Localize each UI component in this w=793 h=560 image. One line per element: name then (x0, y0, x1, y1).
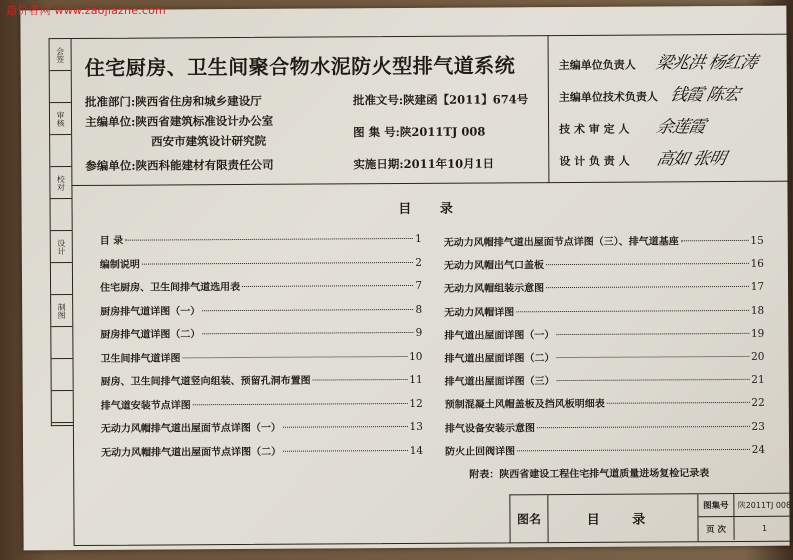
toc-leader-dots (313, 379, 408, 381)
page-value: 1 (761, 523, 768, 533)
toc-entry-title: 编制说明 (99, 259, 140, 271)
toc-entry-page: 1 (415, 232, 422, 245)
toc-entry-page: 22 (751, 397, 765, 410)
toc-entry[interactable] (100, 347, 422, 364)
toc-entry[interactable] (100, 253, 422, 270)
strip-cell-label: 制图 (57, 302, 67, 319)
toc-entry[interactable] (101, 394, 423, 411)
toc-entry-page: 20 (751, 350, 765, 363)
toc-entry-title: 无动力风帽出气口盖板 (443, 260, 544, 272)
approval-dept-value: 陕西省住房和城乡建设厅 (135, 93, 262, 109)
title-block-meta (698, 494, 793, 542)
atlas-no-label: 图 集 号: (353, 125, 400, 140)
toc-entry-title: 排气道安装节点详图 (100, 399, 191, 412)
title-block (509, 493, 793, 544)
strip-cell (50, 71, 71, 103)
toc-leader-dots (125, 238, 413, 241)
doc-no-label: 批准文号: (352, 93, 404, 108)
resp-row: 主编单位负责人 (558, 58, 636, 73)
participant-row (85, 157, 273, 174)
doc-no-row (353, 91, 528, 108)
toc-entry-page: 10 (409, 350, 423, 363)
appendix-note: 附表：陕西省建设工程住宅排气道质量进场复检记录表 (469, 468, 710, 481)
toc-leader-dots (546, 263, 749, 265)
signature: 余莲霞 (654, 117, 707, 138)
site-watermark: 造价者网 www.zaojiazhe.com (6, 4, 166, 17)
toc-leader-dots (607, 402, 750, 404)
toc-entry-title: 卫生间排气道详图 (100, 352, 181, 365)
toc-entry[interactable] (445, 394, 765, 411)
impl-date-value: 2011年10月1日 (403, 156, 495, 172)
strip-cell (52, 391, 73, 423)
toc-entry[interactable] (444, 301, 764, 318)
page-row (698, 517, 793, 541)
toc-entry[interactable] (445, 371, 765, 388)
sheet-title: 住宅厨房、卫生间聚合物水泥防火型排气道系统 (84, 53, 516, 80)
strip-cell (51, 359, 72, 391)
toc-entry-page: 9 (415, 326, 423, 339)
toc-leader-dots (517, 449, 750, 451)
toc-entry[interactable] (100, 324, 422, 341)
toc-entry-page: 13 (409, 420, 423, 433)
toc-entry-page: 21 (751, 373, 765, 387)
toc-leader-dots (557, 379, 750, 381)
toc-leader-dots (546, 286, 749, 288)
strip-cell (50, 103, 71, 135)
approval-dept-row (85, 93, 262, 110)
sheet-header (71, 34, 792, 186)
toc-entry-page: 11 (409, 373, 423, 386)
toc-entry-page: 18 (750, 304, 765, 317)
resp-row: 设 计 负 责 人 (559, 154, 630, 169)
toc-leader-dots (537, 425, 750, 427)
toc-entry-title: 排气道出屋面详图（二） (444, 353, 555, 365)
strip-cell (51, 199, 72, 231)
toc-entry-page: 19 (750, 327, 765, 340)
toc-entry[interactable] (444, 278, 764, 295)
responsibles-panel (549, 34, 792, 183)
toc-leader-dots (242, 285, 413, 287)
toc-entry-page: 8 (415, 303, 423, 316)
toc-entry-page: 24 (751, 443, 766, 456)
impl-date-label: 实施日期: (353, 157, 404, 172)
participant-label: 参编单位: (85, 158, 136, 173)
participant-value: 陕西科能建材有限责任公司 (135, 157, 274, 173)
toc-entry[interactable] (100, 300, 422, 317)
editor-value-2: 西安市建筑设计研究院 (151, 133, 267, 149)
toc-title: 目 录 (398, 201, 465, 218)
title-block-label: 图名 (510, 495, 548, 542)
toc-entry[interactable] (101, 441, 423, 458)
strip-cell-label: 会签 (55, 46, 65, 63)
toc-entry[interactable] (445, 417, 765, 434)
toc-entry-title: 排气道出屋面详图（一） (444, 329, 555, 342)
toc-entry-title: 厨房排气道详图（一） (100, 305, 201, 318)
toc-entry-title: 无动力风帽排气道出屋面节点详图（一） (100, 422, 281, 435)
approval-dept-label: 批准部门: (84, 94, 136, 109)
editor-value-1: 陕西省建筑标准设计办公室 (135, 113, 274, 129)
strip-cell (51, 295, 72, 327)
toc-entry-title: 防火止回阀详图 (445, 446, 516, 458)
toc-entry[interactable] (445, 441, 765, 458)
toc-entry[interactable] (101, 418, 423, 435)
editor-row-2 (151, 133, 266, 150)
signature: 钱霞 陈宏 (668, 84, 741, 106)
strip-cell (51, 231, 72, 263)
toc-entry-page: 15 (750, 234, 764, 247)
title-block-name: 目 录 (548, 494, 698, 542)
toc-entry[interactable] (100, 230, 422, 247)
toc-entry-title: 厨房、卫生间排气道竖向组装、预留孔洞布置图 (100, 375, 311, 388)
editor-label: 主编单位: (84, 114, 136, 129)
toc-entry-page: 14 (409, 444, 424, 457)
strip-cell (50, 167, 71, 199)
strip-cell-label: 校对 (56, 174, 66, 191)
header-info (71, 35, 550, 186)
toc-entry[interactable] (100, 277, 422, 294)
toc-leader-dots (182, 355, 407, 357)
atlas-value: 陕2011TJ 008 (737, 500, 792, 510)
toc-entry[interactable] (444, 255, 764, 272)
toc-entry-title: 无动力风帽组装示意图 (444, 283, 545, 296)
toc-entry-page: 17 (750, 281, 765, 294)
toc-leader-dots (193, 402, 408, 404)
strip-cell (50, 39, 71, 71)
drawing-sheet (20, 6, 792, 551)
impl-date-row (353, 155, 494, 172)
toc-entry-title: 住宅厨房、卫生间排气道选用表 (100, 282, 241, 294)
toc-entry-title: 无动力风帽排气道出屋面节点详图（二） (101, 446, 282, 459)
toc-leader-dots (516, 309, 749, 311)
strip-cell (51, 327, 72, 359)
toc-leader-dots (556, 356, 749, 358)
toc-entry-page: 23 (751, 420, 765, 433)
signature: 高如 张明 (654, 149, 728, 170)
resp-row: 技 术 审 定 人 (559, 122, 630, 137)
page-label: 页 次 (698, 517, 734, 540)
strip-cell (51, 263, 72, 295)
toc-entry[interactable] (444, 232, 764, 249)
toc-entry-title: 排气设备安装示意图 (444, 422, 535, 435)
strip-cell-label: 设计 (56, 238, 66, 255)
toc-entry-title: 无动力风帽详图 (444, 306, 515, 319)
signoff-strip (49, 38, 73, 426)
toc-entry[interactable] (444, 348, 764, 365)
toc-entry[interactable] (444, 325, 764, 342)
editor-row (85, 113, 273, 130)
toc-entry-title: 目 录 (99, 235, 124, 247)
toc-entry-title: 预制混凝土风帽盖板及挡风板明细表 (444, 399, 605, 412)
atlas-label: 图集号 (698, 494, 734, 516)
toc-leader-dots (202, 308, 413, 310)
toc-entry-page: 2 (415, 256, 422, 269)
toc-leader-dots (142, 261, 413, 264)
strip-cell-label: 审核 (55, 110, 66, 127)
toc-leader-dots (202, 332, 413, 334)
doc-no-value: 陕建函【2011】674号 (403, 92, 529, 108)
toc-entry-page: 12 (409, 397, 423, 410)
toc-entry-page: 7 (415, 279, 423, 292)
toc-leader-dots (283, 449, 408, 451)
toc-entry-title: 无动力风帽排气道出屋面节点详图（三）、排气道基座 (443, 236, 679, 249)
toc-entry-title: 排气道出屋面详图（三） (444, 376, 555, 388)
toc-leader-dots (681, 240, 749, 241)
toc-leader-dots (283, 426, 408, 428)
atlas-no-row (353, 124, 485, 141)
atlas-row (698, 494, 793, 518)
toc-entry-page: 16 (750, 257, 764, 271)
atlas-no-value: 陕2011TJ 008 (399, 124, 486, 140)
toc-entry-title: 厨房排气道详图（二） (100, 329, 201, 341)
toc-entry[interactable] (101, 371, 423, 388)
signature: 梁兆洪 杨红涛 (654, 52, 759, 74)
toc-leader-dots (556, 333, 749, 335)
resp-row: 主编单位技术负责人 (558, 90, 658, 105)
strip-cell (50, 135, 71, 167)
